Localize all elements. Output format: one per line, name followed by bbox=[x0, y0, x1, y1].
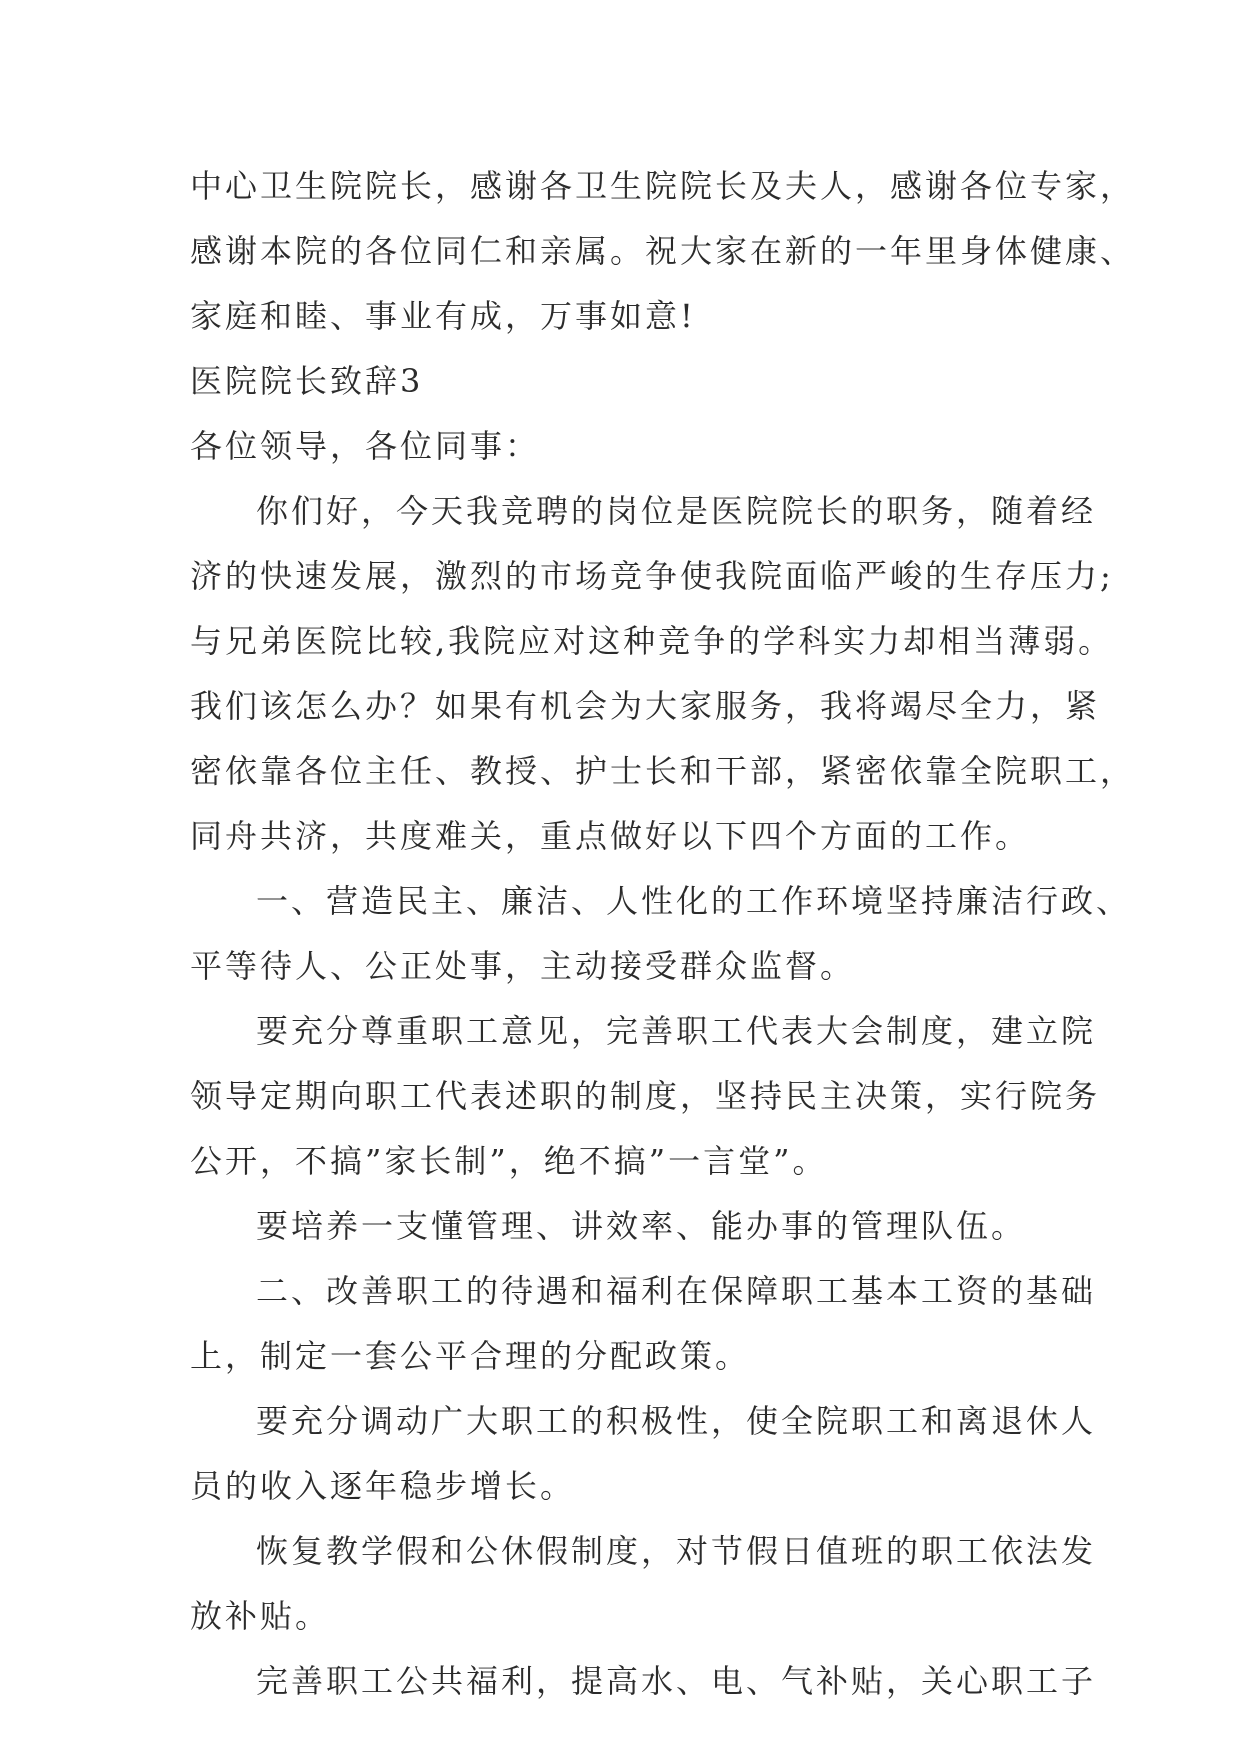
paragraph-line: 领导定期向职工代表述职的制度，坚持民主决策，实行院务 bbox=[190, 1077, 1101, 1115]
paragraph-line: 平等待人、公正处事，主动接受群众监督。 bbox=[190, 947, 856, 985]
paragraph-line: 中心卫生院院长，感谢各卫生院院长及夫人，感谢各位专家， bbox=[190, 167, 1136, 205]
paragraph-line: 要充分尊重职工意见，完善职工代表大会制度，建立院 bbox=[256, 1012, 1097, 1050]
section-heading: 医院院长致辞3 bbox=[190, 362, 424, 400]
paragraph-line: 济的快速发展，激烈的市场竞争使我院面临严峻的生存压力; bbox=[190, 557, 1114, 595]
paragraph-line: 一、营造民主、廉洁、人性化的工作环境坚持廉洁行政、 bbox=[256, 882, 1132, 920]
paragraph-line: 二、改善职工的待遇和福利在保障职工基本工资的基础 bbox=[256, 1272, 1097, 1310]
paragraph-line: 与兄弟医院比较,我院应对这种竞争的学科实力却相当薄弱。 bbox=[190, 622, 1114, 660]
paragraph-line: 我们该怎么办？如果有机会为大家服务，我将竭尽全力，紧 bbox=[190, 687, 1101, 725]
paragraph-line: 上，制定一套公平合理的分配政策。 bbox=[190, 1337, 751, 1375]
paragraph-line: 家庭和睦、事业有成，万事如意! bbox=[190, 297, 696, 335]
paragraph-line: 你们好，今天我竞聘的岗位是医院院长的职务，随着经 bbox=[256, 492, 1097, 530]
paragraph-line: 恢复教学假和公休假制度，对节假日值班的职工依法发 bbox=[256, 1532, 1097, 1570]
document-body bbox=[190, 164, 1136, 1724]
paragraph-line: 同舟共济，共度难关，重点做好以下四个方面的工作。 bbox=[190, 817, 1031, 855]
paragraph-line: 要培养一支懂管理、讲效率、能办事的管理队伍。 bbox=[256, 1207, 1027, 1245]
paragraph-line: 公开，不搞”家长制”，绝不搞”一言堂”。 bbox=[190, 1142, 828, 1180]
paragraph-line: 要充分调动广大职工的积极性，使全院职工和离退休人 bbox=[256, 1402, 1097, 1440]
paragraph-line: 密依靠各位主任、教授、护士长和干部，紧密依靠全院职工， bbox=[190, 752, 1136, 790]
paragraph-line: 员的收入逐年稳步增长。 bbox=[190, 1467, 576, 1505]
paragraph-line: 完善职工公共福利，提高水、电、气补贴，关心职工子 bbox=[256, 1662, 1097, 1700]
paragraph-line: 感谢本院的各位同仁和亲属。祝大家在新的一年里身体健康、 bbox=[190, 232, 1136, 270]
paragraph-line: 放补贴。 bbox=[190, 1597, 331, 1635]
salutation: 各位领导，各位同事： bbox=[190, 427, 541, 465]
